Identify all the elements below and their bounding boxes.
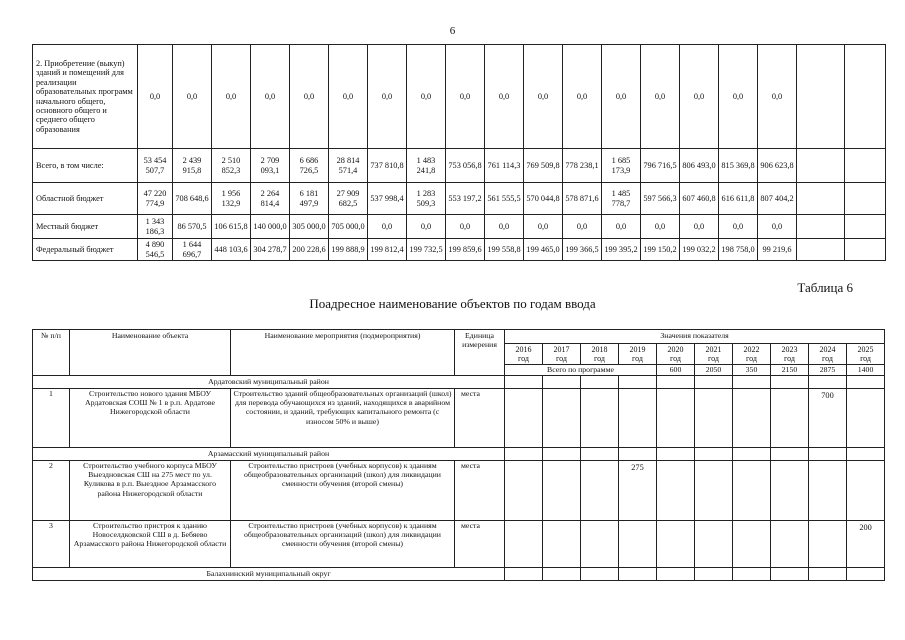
row-label: Областной бюджет — [33, 183, 138, 215]
empty-cell — [847, 568, 885, 581]
empty-cell — [771, 376, 809, 389]
empty-cell — [809, 376, 847, 389]
year-header: 2022 год — [733, 344, 771, 365]
item-unit: места — [455, 461, 505, 521]
item-event: Строительство пристроев (учебных корпусов) к зданиям общеобразовательных организаций (школ) для ликвидации сменности обучения (второй смены) — [231, 461, 455, 521]
cell: 1 483 241,8 — [407, 149, 446, 183]
empty-cell — [619, 376, 657, 389]
cell — [733, 521, 771, 568]
cell: 0,0 — [368, 45, 407, 149]
row-label: Местный бюджет — [33, 215, 138, 239]
cell: 553 197,2 — [446, 183, 485, 215]
table-row — [33, 215, 886, 239]
item-number: 1 — [33, 389, 70, 448]
row-label: Федеральный бюджет — [33, 239, 138, 261]
col-header-values: Значения показателя — [505, 330, 885, 344]
cell: 1 485 778,7 — [602, 183, 641, 215]
empty-cell — [695, 568, 733, 581]
empty-cell — [797, 183, 845, 215]
total-value: 600 — [657, 365, 695, 376]
cell: 815 369,8 — [719, 149, 758, 183]
cell: 0,0 — [329, 45, 368, 149]
cell: 2 264 814,4 — [251, 183, 290, 215]
table-row — [33, 183, 886, 215]
table-row — [33, 149, 886, 183]
year-header: 2023 год — [771, 344, 809, 365]
cell: 807 404,2 — [758, 183, 797, 215]
cell: 0,0 — [563, 45, 602, 149]
empty-cell — [847, 376, 885, 389]
year-header: 2021 год — [695, 344, 733, 365]
cell: 705 000,0 — [329, 215, 368, 239]
cell: 778 238,1 — [563, 149, 602, 183]
cell: 806 493,0 — [680, 149, 719, 183]
district-label: Балахнинский муниципальный округ — [33, 568, 505, 581]
item-number: 3 — [33, 521, 70, 568]
cell: 6 181 497,9 — [290, 183, 329, 215]
total-value: 2875 — [809, 365, 847, 376]
empty-cell — [809, 568, 847, 581]
empty-cell — [695, 448, 733, 461]
cell: 761 114,3 — [485, 149, 524, 183]
cell: 0,0 — [680, 45, 719, 149]
district-label: Ардатовский муниципальный район — [33, 376, 505, 389]
cell: 86 570,5 — [173, 215, 212, 239]
cell: 199 732,5 — [407, 239, 446, 261]
empty-cell — [797, 45, 845, 149]
cell — [695, 389, 733, 448]
cell: 578 871,6 — [563, 183, 602, 215]
empty-cell — [695, 376, 733, 389]
cell — [733, 389, 771, 448]
item-number: 2 — [33, 461, 70, 521]
cell: 448 103,6 — [212, 239, 251, 261]
cell — [505, 389, 543, 448]
empty-cell — [845, 183, 886, 215]
empty-cell — [505, 376, 543, 389]
cell — [543, 461, 581, 521]
cell: 199 558,8 — [485, 239, 524, 261]
cell — [733, 461, 771, 521]
cell — [771, 461, 809, 521]
year-header: 2025 год — [847, 344, 885, 365]
cell: 1 283 509,3 — [407, 183, 446, 215]
cell: 27 909 682,5 — [329, 183, 368, 215]
cell — [619, 521, 657, 568]
total-label: Всего по программе — [505, 365, 657, 376]
cell: 199 395,2 — [602, 239, 641, 261]
empty-cell — [733, 568, 771, 581]
cell — [581, 389, 619, 448]
empty-cell — [733, 376, 771, 389]
cell: 0,0 — [407, 215, 446, 239]
cell: 616 611,8 — [719, 183, 758, 215]
page-number: 6 — [449, 25, 456, 37]
cell — [505, 461, 543, 521]
empty-cell — [619, 568, 657, 581]
cell: 0,0 — [485, 215, 524, 239]
cell: 106 615,8 — [212, 215, 251, 239]
district-row — [33, 568, 885, 581]
empty-cell — [733, 448, 771, 461]
cell — [619, 389, 657, 448]
table-number: Таблица 6 — [797, 280, 853, 295]
cell: 99 219,6 — [758, 239, 797, 261]
cell: 200 — [847, 521, 885, 568]
item-unit: места — [455, 389, 505, 448]
cell: 607 460,8 — [680, 183, 719, 215]
cell — [695, 461, 733, 521]
empty-cell — [657, 376, 695, 389]
cell — [657, 389, 695, 448]
cell: 0,0 — [641, 215, 680, 239]
year-header: 2020 год — [657, 344, 695, 365]
cell: 0,0 — [485, 45, 524, 149]
cell: 769 509,8 — [524, 149, 563, 183]
empty-cell — [619, 448, 657, 461]
cell: 737 810,8 — [368, 149, 407, 183]
cell: 2 510 852,3 — [212, 149, 251, 183]
cell: 1 644 696,7 — [173, 239, 212, 261]
cell: 199 465,0 — [524, 239, 563, 261]
district-label: Арзамасский муниципальный район — [33, 448, 505, 461]
cell: 0,0 — [719, 45, 758, 149]
empty-cell — [847, 448, 885, 461]
cell: 708 648,6 — [173, 183, 212, 215]
item-event: Строительство пристроев (учебных корпусов) к зданиям общеобразовательных организаций (школ) для ликвидации сменности обучения (второй смены) — [231, 521, 455, 568]
empty-cell — [845, 239, 886, 261]
empty-cell — [543, 448, 581, 461]
empty-cell — [581, 376, 619, 389]
cell: 0,0 — [368, 215, 407, 239]
empty-cell — [797, 149, 845, 183]
total-value: 1400 — [847, 365, 885, 376]
cell: 0,0 — [407, 45, 446, 149]
year-header: 2018 год — [581, 344, 619, 365]
cell: 305 000,0 — [290, 215, 329, 239]
cell: 53 454 507,7 — [138, 149, 173, 183]
cell: 0,0 — [563, 215, 602, 239]
table-row — [33, 461, 885, 521]
cell: 199 032,2 — [680, 239, 719, 261]
item-object: Строительство пристроя к зданию Новоселдковской СШ в д. Бебяево Арзамасского района Нижегородской области — [70, 521, 231, 568]
item-event: Строительство зданий общеобразовательных организаций (школ) для перевода обучающихся из зданий, находящихся в аварийном состоянии, и зданий, требующих капитального ремонта (с износом 50% и выше) — [231, 389, 455, 448]
cell: 304 278,7 — [251, 239, 290, 261]
cell — [657, 461, 695, 521]
cell: 198 758,0 — [719, 239, 758, 261]
cell: 28 814 571,4 — [329, 149, 368, 183]
cell — [657, 521, 695, 568]
cell: 0,0 — [251, 45, 290, 149]
cell: 0,0 — [524, 45, 563, 149]
year-header: 2024 год — [809, 344, 847, 365]
cell: 2 709 093,1 — [251, 149, 290, 183]
cell: 199 888,9 — [329, 239, 368, 261]
cell: 199 150,2 — [641, 239, 680, 261]
cell: 537 998,4 — [368, 183, 407, 215]
cell — [543, 389, 581, 448]
year-header: 2017 год — [543, 344, 581, 365]
cell: 0,0 — [212, 45, 251, 149]
row-label: 2. Приобретение (выкуп) зданий и помещений для реализации образовательных программ начального общего, основного общего и среднего общего образования — [33, 45, 138, 149]
cell: 1 343 186,3 — [138, 215, 173, 239]
empty-cell — [845, 215, 886, 239]
cell — [505, 521, 543, 568]
cell: 0,0 — [680, 215, 719, 239]
empty-cell — [657, 568, 695, 581]
empty-cell — [581, 448, 619, 461]
empty-cell — [543, 376, 581, 389]
cell — [809, 461, 847, 521]
year-header: 2016 год — [505, 344, 543, 365]
empty-cell — [845, 149, 886, 183]
empty-cell — [581, 568, 619, 581]
cell: 0,0 — [524, 215, 563, 239]
district-row — [33, 376, 885, 389]
cell: 0,0 — [758, 215, 797, 239]
cell — [809, 521, 847, 568]
cell: 0,0 — [641, 45, 680, 149]
cell: 199 366,5 — [563, 239, 602, 261]
objects-table — [32, 329, 885, 581]
empty-cell — [657, 448, 695, 461]
cell: 275 — [619, 461, 657, 521]
empty-cell — [771, 448, 809, 461]
cell: 0,0 — [602, 45, 641, 149]
cell: 700 — [809, 389, 847, 448]
col-header-unit: Единица измерения — [455, 330, 505, 376]
empty-cell — [771, 568, 809, 581]
cell: 0,0 — [290, 45, 329, 149]
cell: 6 686 726,5 — [290, 149, 329, 183]
table-row — [33, 239, 886, 261]
cell: 0,0 — [446, 215, 485, 239]
total-value: 2150 — [771, 365, 809, 376]
table-row — [33, 45, 886, 149]
cell — [771, 521, 809, 568]
total-value: 2050 — [695, 365, 733, 376]
col-header-object: Наименование объекта — [70, 330, 231, 376]
cell: 47 220 774,9 — [138, 183, 173, 215]
cell: 0,0 — [173, 45, 212, 149]
empty-cell — [505, 448, 543, 461]
cell: 199 859,6 — [446, 239, 485, 261]
cell: 140 000,0 — [251, 215, 290, 239]
cell: 570 044,8 — [524, 183, 563, 215]
cell: 597 566,3 — [641, 183, 680, 215]
year-header: 2019 год — [619, 344, 657, 365]
empty-cell — [809, 448, 847, 461]
cell: 753 056,8 — [446, 149, 485, 183]
item-unit: места — [455, 521, 505, 568]
cell — [847, 461, 885, 521]
item-object: Строительство нового здания МБОУ Ардатовская СОШ № 1 в р.п. Ардатове Нижегородской области — [70, 389, 231, 448]
table-row — [33, 389, 885, 448]
cell: 0,0 — [138, 45, 173, 149]
col-header-event: Наименование мероприятия (подмероприятия) — [231, 330, 455, 376]
cell — [771, 389, 809, 448]
cell: 796 716,5 — [641, 149, 680, 183]
cell: 0,0 — [446, 45, 485, 149]
cell: 0,0 — [758, 45, 797, 149]
cell: 200 228,6 — [290, 239, 329, 261]
cell: 0,0 — [719, 215, 758, 239]
cell: 906 623,8 — [758, 149, 797, 183]
row-label: Всего, в том числе: — [33, 149, 138, 183]
cell: 2 439 915,8 — [173, 149, 212, 183]
cell — [581, 461, 619, 521]
funding-table — [32, 44, 886, 261]
cell — [695, 521, 733, 568]
district-row — [33, 448, 885, 461]
col-header-num: № п/п — [33, 330, 70, 376]
cell: 0,0 — [602, 215, 641, 239]
cell: 561 555,5 — [485, 183, 524, 215]
table-header-row — [33, 330, 885, 344]
total-value: 350 — [733, 365, 771, 376]
empty-cell — [797, 239, 845, 261]
cell: 199 812,4 — [368, 239, 407, 261]
cell — [581, 521, 619, 568]
table-title: Поадресное наименование объектов по годам ввода — [309, 296, 596, 311]
cell — [543, 521, 581, 568]
table-row — [33, 521, 885, 568]
cell: 4 890 546,5 — [138, 239, 173, 261]
cell: 1 685 173,9 — [602, 149, 641, 183]
cell: 1 956 132,9 — [212, 183, 251, 215]
empty-cell — [797, 215, 845, 239]
cell — [847, 389, 885, 448]
item-object: Строительство учебного корпуса МБОУ Выездновская СШ на 275 мест по ул. Куликова в р.п. Выездное Арзамасского района Нижегородской области — [70, 461, 231, 521]
empty-cell — [505, 568, 543, 581]
empty-cell — [845, 45, 886, 149]
empty-cell — [543, 568, 581, 581]
